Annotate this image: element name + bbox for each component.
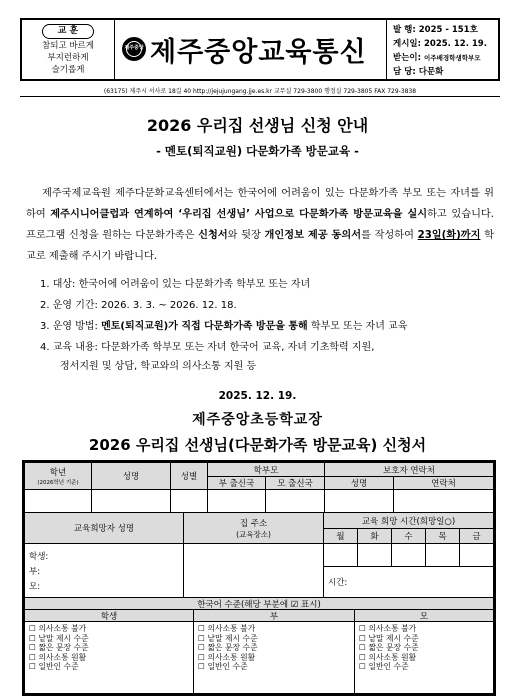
meta-contact: [393, 65, 443, 77]
student-label: 학생:: [29, 552, 49, 562]
school-address: (63175) 제주시 서사로 18길 40 http://jejujungang.jje.es.kr 교무실 729-3800 행정실 729-3805 FAX 729-3838: [103, 88, 417, 95]
level-col-student: 학생: [24, 609, 194, 622]
checkbox-option[interactable]: ☐ 의사소통 불가: [359, 624, 417, 633]
meta-value: 다문화: [418, 67, 444, 77]
form-title: 2026 우리집 선생님(다문화가족 방문교육) 신청서: [88, 436, 427, 454]
day-tue: 화: [357, 528, 392, 544]
name-field[interactable]: [91, 489, 171, 513]
info-item-method: [40, 317, 407, 332]
checkbox-option[interactable]: ☐ 일반인 수준: [359, 662, 409, 672]
guardian-name-field[interactable]: [324, 489, 394, 513]
checkbox-option[interactable]: ☐ 의사소통 불가: [198, 624, 256, 633]
grade-label: 학년: [49, 468, 67, 478]
checkbox-option[interactable]: ☐ 낱말 제시 수준: [29, 633, 89, 643]
grade-sub: (2026학년 기준): [37, 480, 79, 486]
day-fri: 금: [459, 528, 494, 544]
day-mon: 월: [323, 528, 358, 544]
body-emphasis: 신청서: [198, 230, 228, 241]
issue-meta: [386, 20, 499, 79]
checkbox-option[interactable]: ☐ 짧은 문장 수준: [198, 643, 258, 653]
meta-value: 2025 - 151호: [418, 25, 478, 35]
checkbox-option[interactable]: ☐ 낱말 제시 수준: [198, 633, 258, 643]
info-item-content: 4. 교육 내용: 다문화가족 학부모 또는 자녀 한국어 교육, 자녀 기초학력 지원,: [40, 342, 375, 353]
notice-subtitle: - 멘토(퇴직교원) 다문화가족 방문교육 -: [156, 144, 359, 158]
school-logo: [122, 37, 146, 61]
meta-label: 발 행:: [393, 25, 416, 35]
header-divider: [20, 96, 500, 97]
time-header: 교육 희망 시간(희망일○): [323, 512, 494, 529]
meta-issue: [393, 23, 478, 35]
grade-field[interactable]: [24, 489, 92, 513]
day-fri-field[interactable]: [459, 543, 494, 567]
deadline: 23일(화)까지: [417, 230, 481, 241]
motto-line: 참되고 바르게: [42, 41, 94, 51]
checkbox-option[interactable]: ☐ 의사소통 불가: [29, 624, 87, 633]
body-emphasis: 제주시니어클럽과 연계하여 ‘우리집 선생님’ 사업으로 다문화가족 방문교육을 실시: [50, 209, 428, 220]
time-field[interactable]: 시간:: [323, 566, 494, 598]
item-text: 학부모 또는 자녀 교육: [307, 321, 408, 332]
info-item-target: 1. 대상: 한국어에 어려움이 있는 다문화가족 학부모 또는 자녀: [40, 279, 311, 290]
day-wed-field[interactable]: [391, 543, 426, 567]
gender-field[interactable]: [170, 489, 208, 513]
item-emphasis: 멘토(퇴직교원)가 직접 다문화가족 방문을 통해: [101, 321, 308, 332]
grade-header: [24, 462, 92, 490]
school-principal: 제주중앙초등학교장: [192, 412, 323, 428]
motto-line: 부지런하게: [47, 53, 89, 63]
motto-line: 슬기롭게: [51, 65, 85, 75]
notice-body: [26, 183, 494, 267]
day-thu-field[interactable]: [425, 543, 460, 567]
checkbox-option[interactable]: ☐ 낱말 제시 수준: [359, 633, 419, 643]
motto-title: 교 훈: [42, 24, 94, 39]
meta-recipient: [393, 51, 481, 63]
checkbox-option[interactable]: ☐ 짧은 문장 수준: [359, 643, 419, 653]
body-text: 를 작성하여: [361, 230, 418, 241]
guardian-contact-header: 보호자 연락처: [324, 462, 494, 477]
checkbox-option[interactable]: ☐ 짧은 문장 수준: [29, 643, 89, 653]
korean-level-header: 한국어 수준(해당 부분에 ☑ 표시): [24, 597, 494, 610]
day-thu: 목: [425, 528, 460, 544]
guardian-phone-field[interactable]: [393, 489, 494, 513]
level-mother-options: [359, 624, 419, 672]
body-emphasis: 개인정보 제공 동의서: [264, 230, 362, 241]
body-text: 하고 있습니다. 프로그램 신청을 원하는 다문화가족은: [26, 209, 494, 241]
address-sub: (교육장소): [236, 529, 271, 539]
notice-title: 2026 우리집 선생님 신청 안내: [146, 116, 369, 135]
level-father-options: [198, 624, 258, 672]
day-tue-field[interactable]: [357, 543, 392, 567]
father-origin-field[interactable]: [207, 489, 266, 513]
logo-text: 제주중앙: [124, 45, 144, 51]
mother-origin-field[interactable]: [265, 489, 325, 513]
day-wed: 수: [391, 528, 426, 544]
application-form: [22, 460, 496, 696]
school-motto: [22, 20, 115, 79]
newsletter-header: [20, 18, 500, 81]
meta-label: 게시일:: [393, 39, 422, 49]
address-header: [183, 512, 324, 544]
meta-value: 이주배경학생학부모: [424, 54, 481, 62]
checkbox-option[interactable]: ☐ 의사소통 원활: [198, 652, 256, 662]
gender-header: 성별: [170, 462, 208, 490]
checkbox-option[interactable]: ☐ 의사소통 원활: [359, 652, 417, 662]
mother-label: 모:: [29, 582, 41, 592]
checkbox-option[interactable]: ☐ 일반인 수준: [198, 662, 248, 672]
checkbox-option[interactable]: ☐ 일반인 수준: [29, 662, 79, 672]
newsletter-title: 제주중앙교육통신: [150, 37, 367, 68]
applicant-header: 교육희망자 성명: [24, 512, 184, 544]
parents-header: 학부모: [207, 462, 325, 477]
notice-date: 2025. 12. 19.: [218, 390, 297, 402]
level-col-father: 부: [193, 609, 355, 622]
level-col-mother: 모: [354, 609, 494, 622]
meta-label: 받는이:: [393, 53, 422, 63]
name-header: 성명: [91, 462, 171, 490]
body-text: 제주국제교육원 제주다문화교육센터에서는 한국어에 어려움이 있는 다문화가족 부모 또는 자녀를 위하여: [26, 188, 494, 220]
address-field[interactable]: [183, 543, 324, 598]
father-origin-header: 부 출신국: [207, 476, 266, 490]
meta-date: [393, 37, 487, 49]
info-item-content-cont: 정서지원 및 상담, 학교와의 의사소통 지원 등: [60, 361, 257, 372]
body-text: 와 뒷장: [227, 230, 265, 241]
address-label: 집 주소: [239, 518, 268, 529]
item-text: 3. 운영 방법:: [40, 321, 102, 332]
checkbox-option[interactable]: ☐ 의사소통 원활: [29, 652, 87, 662]
father-label: 부:: [29, 567, 41, 577]
day-mon-field[interactable]: [323, 543, 358, 567]
meta-label: 담 당:: [393, 67, 416, 77]
applicant-field[interactable]: [24, 543, 184, 598]
guardian-phone-header: 연락처: [393, 476, 494, 490]
level-student-options: [29, 624, 89, 672]
guardian-name-header: 성명: [324, 476, 394, 490]
body-text: 학교로 제출해 주시기 바랍니다.: [26, 230, 494, 262]
info-item-period: 2. 운영 기간: 2026. 3. 3. ~ 2026. 12. 18.: [40, 300, 237, 311]
meta-value: 2025. 12. 19.: [424, 39, 487, 49]
mother-origin-header: 모 출신국: [265, 476, 325, 490]
